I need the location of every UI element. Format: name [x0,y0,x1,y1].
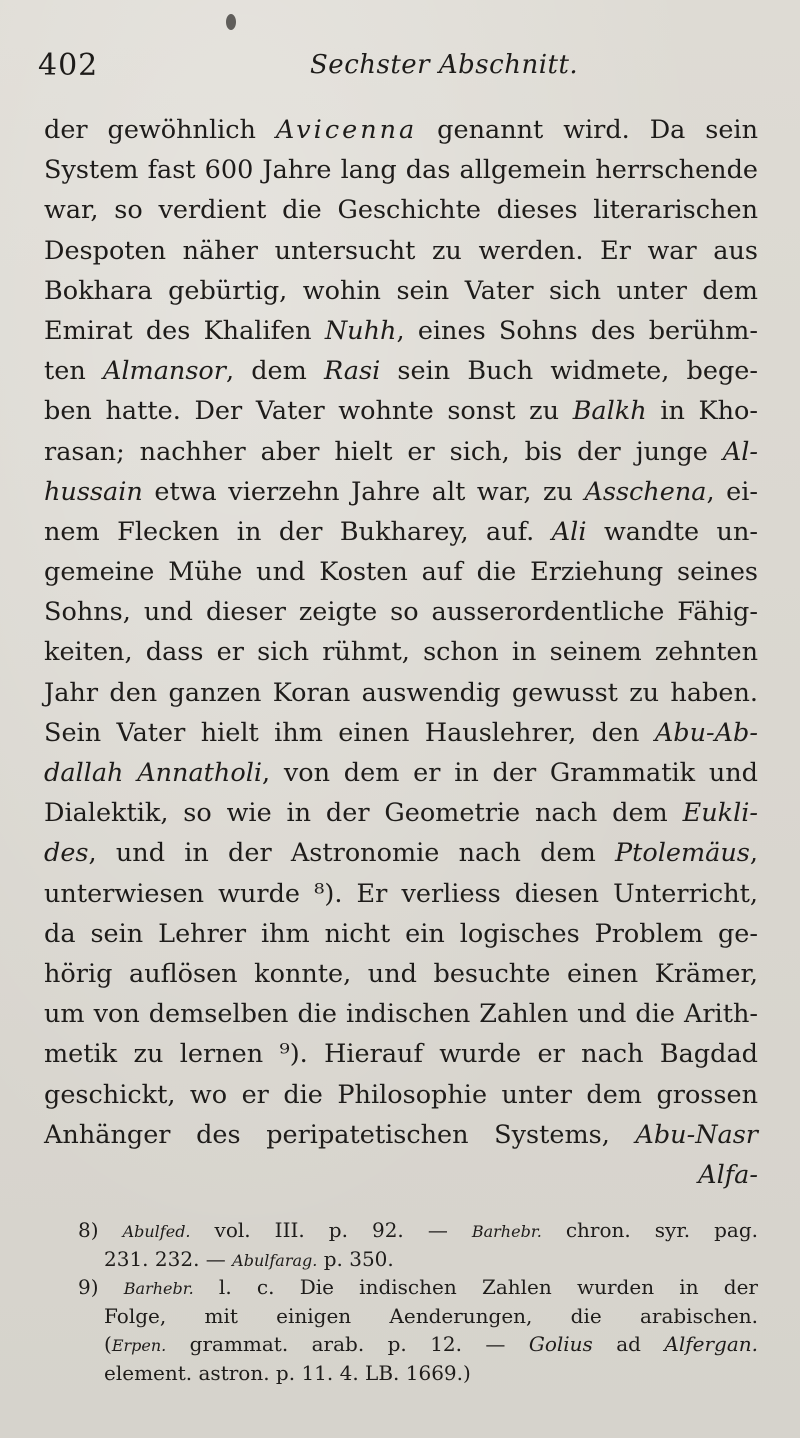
text-line [44,271,758,311]
text-run: da sein Lehrer ihm nicht ein logisches Problem ge- [44,918,758,949]
text-run: um von demselben die indischen Zahlen und die Arith- [44,999,758,1030]
text-run: keiten, dass er sich rühmt, schon in seinem zehnten [44,637,758,668]
text-run: hörig auflösen konnte, und besuchte einen Krämer, [44,958,758,989]
italic-text: Alfa- [698,1159,758,1190]
text-run: , [749,838,758,869]
text-line [44,1155,758,1195]
text-line [44,311,758,351]
text-run: element. astron. p. 11. 4. LB. 1669.) [104,1360,471,1385]
text-line [44,512,758,552]
text-run: , ei- [706,476,758,507]
text-line [44,391,758,431]
body-text [44,110,758,1195]
text-run: Dialektik, so wie in der Geometrie nach dem [44,798,683,829]
italic-text: Abu-Nasr [635,1119,758,1150]
italic-text: des [44,838,89,869]
text-run: , eines Sohns des berühm- [396,315,758,346]
footnote-line [44,1330,758,1359]
italic-text: Ali [551,516,587,547]
italic-text: Barhebr. [123,1279,194,1298]
footnotes [44,1216,758,1387]
text-run: ad [592,1332,665,1356]
text-run: grammat. arab. p. 12. — [166,1332,529,1356]
running-title: Sechster Abschnitt. [310,50,579,80]
italic-text: Abulfed. [122,1222,191,1241]
footnote-line [44,1302,758,1331]
text-run: chron. syr. pag. [541,1218,758,1242]
italic-text: Eukli- [682,798,758,829]
italic-text: Barhebr. [471,1222,542,1241]
text-run: ( [104,1332,112,1356]
text-run: geschickt, wo er die Philosophie unter dem grossen [44,1079,758,1110]
footnote-line [44,1359,758,1388]
italic-text: dallah Annatholi [44,758,263,788]
text-run: Bokhara gebürtig, wohin sein Vater sich unter dem [44,275,758,306]
footnote-line [44,1273,758,1302]
text-run: , von dem er in der Grammatik und [262,758,758,788]
text-line [44,914,758,954]
text-run: Despoten näher untersucht zu werden. Er war aus [44,235,758,266]
italic-text: Rasi [324,356,381,387]
text-run: nem Flecken in der Bukharey, auf. [44,516,552,547]
italic-text: Balkh [572,396,647,427]
text-run: Sohns, und dieser zeigte so ausserordentliche Fähig- [44,597,758,628]
text-line [44,110,758,150]
text-line [44,351,758,391]
text-line [44,1075,758,1115]
text-run: 231. 232. — [104,1246,233,1271]
footnote-line [44,1216,758,1245]
text-run: Folge, mit einigen Aenderungen, die arabischen. [104,1303,758,1328]
italic-text: Abu-Ab- [654,717,758,748]
text-line [44,673,758,713]
text-run: ten [44,356,103,387]
footnote-line [44,1245,758,1274]
text-run: metik zu lernen ⁹). Hierauf wurde er nach Bagdad [44,1039,758,1070]
text-run: der gewöhnlich [44,115,276,145]
text-run: 8) [78,1218,123,1242]
text-line [44,472,758,512]
text-line [44,753,758,793]
text-line [44,231,758,271]
ink-blot [226,14,236,30]
text-run: gemeine Mühe und Kosten auf die Erziehung seines [44,557,758,588]
text-line [44,994,758,1034]
text-line [44,632,758,672]
text-run: System fast 600 Jahre lang das allgemein herrschende [44,155,758,186]
text-line [44,150,758,190]
text-run: p. 350. [317,1246,394,1271]
text-run: Anhänger des peripatetischen Systems, [44,1119,636,1150]
text-run: Sein Vater hielt ihm einen Hauslehrer, den [44,717,655,748]
text-line [44,592,758,632]
text-line [44,954,758,994]
text-line [44,833,758,873]
text-run: wandte un- [586,516,758,547]
text-run: in Kho- [646,396,759,427]
text-line [44,432,758,472]
text-run: Jahr den ganzen Koran auswendig gewusst zu haben. [44,677,758,708]
text-run: war, so verdient die Geschichte dieses literarischen [44,195,758,226]
text-run: etwa vierzehn Jahre alt war, zu [142,476,585,507]
text-line [44,190,758,230]
text-line [44,1034,758,1074]
text-run: ben hatte. Der Vater wohnte sonst zu [44,396,573,427]
text-run: 9) [78,1275,124,1299]
italic-text: Avicenna [275,115,418,145]
italic-text: Nuhh [324,315,397,346]
text-run: , dem [225,356,324,387]
text-run: Emirat des Khalifen [44,315,325,346]
text-line [44,1115,758,1155]
text-line [44,552,758,592]
text-run: unterwiesen wurde ⁸). Er verliess diesen Unterricht, [44,878,758,909]
italic-text: hussain [44,476,143,507]
text-line [44,874,758,914]
italic-text: Erpen. [111,1336,167,1355]
text-run: l. c. Die indischen Zahlen wurden in der [193,1275,758,1299]
text-line [44,793,758,833]
italic-text: Asschena [584,476,707,507]
text-run: rasan; nachher aber hielt er sich, bis der junge [44,436,723,467]
text-run: vol. III. p. 92. — [190,1218,472,1242]
page-number: 402 [38,48,99,83]
italic-text: Almansor [102,356,226,387]
italic-text: Golius [528,1332,593,1356]
text-run: sein Buch widmete, bege- [380,356,758,387]
page-header [38,48,760,88]
text-run: , und in der Astronomie nach dem [88,838,615,869]
italic-text: Ptolemäus [614,838,750,869]
text-run: genannt wird. Da sein [417,115,758,145]
italic-text: Abulfarag. [232,1250,318,1270]
text-line [44,713,758,753]
italic-text: Al- [722,436,758,467]
italic-text: Alfergan. [664,1332,758,1356]
